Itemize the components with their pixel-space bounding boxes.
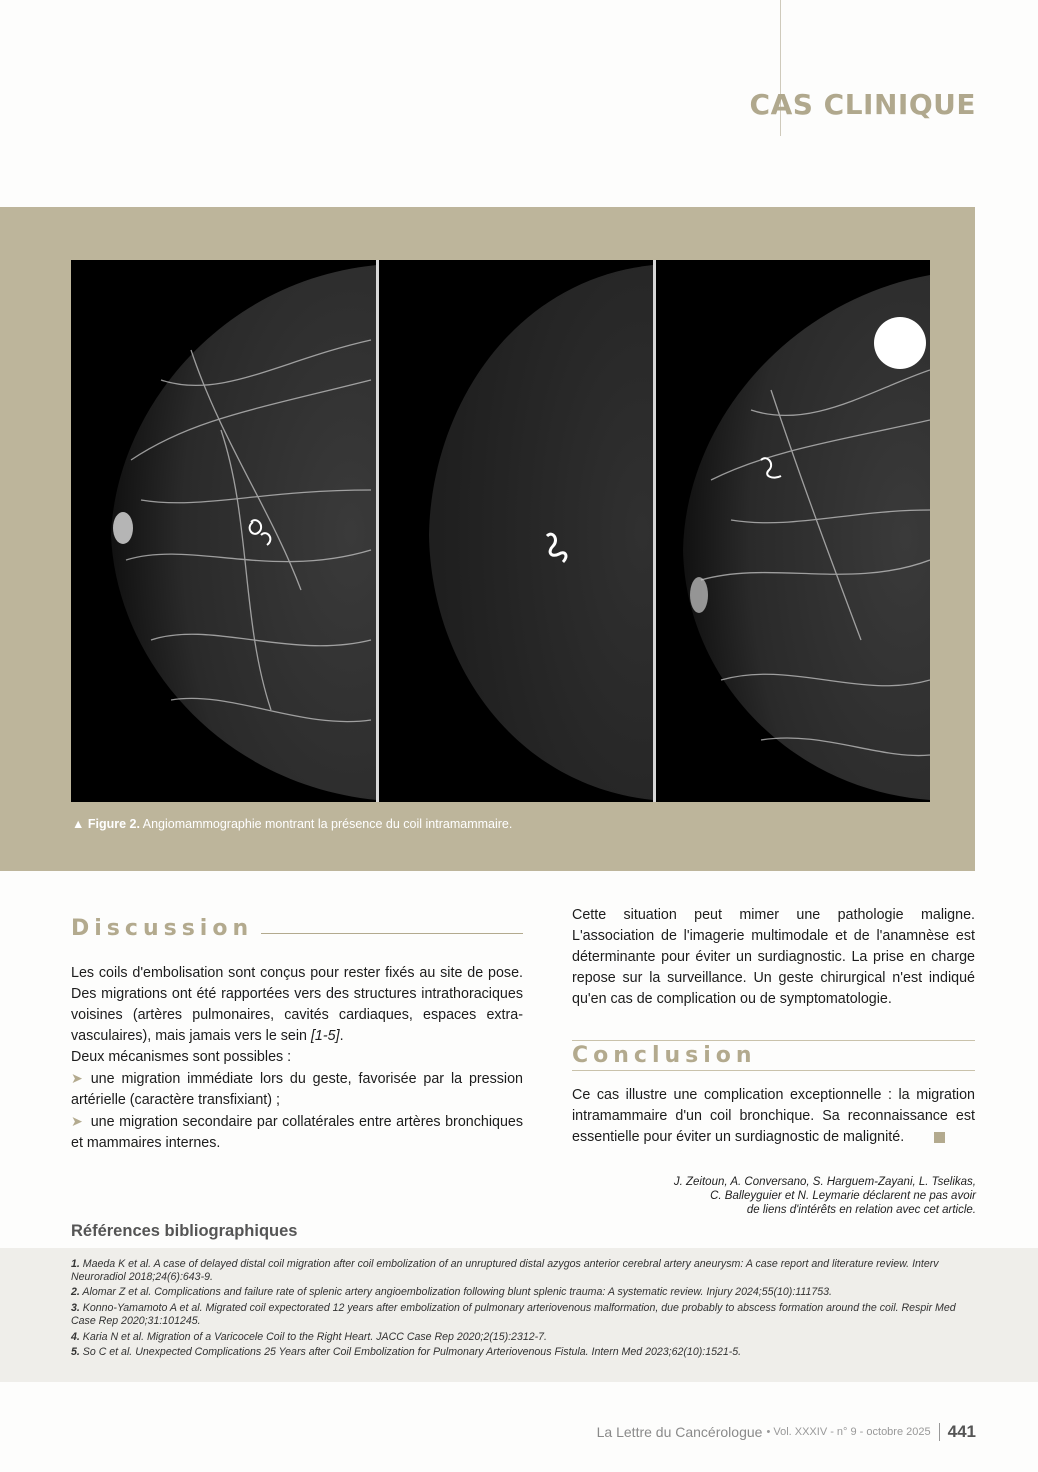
disclosure-line: C. Balleyguier et N. Leymarie déclarent ne pas avoir [710,1190,976,1202]
bullet-text: une migration immédiate lors du geste, favorisée par la pression artérielle (caractère transfixiant) ; [71,1071,523,1108]
reference-number: 4. [71,1330,80,1343]
journal-volume: • Vol. XXXIV - n° 9 - octobre 2025 [766,1426,931,1438]
end-mark-icon [934,1132,945,1143]
mechanisms-intro: Deux mécanismes sont possibles : [71,1049,292,1065]
reference-item [71,1346,976,1359]
conclusion-text: Ce cas illustre une complication exceptionnelle : la migration intramammaire d'un coil bronchique. Sa reconnaissance est essentielle pour éviter un surdiagnostic de malignité. [572,1087,975,1145]
bullet-item [71,1111,523,1154]
reference-item [71,1302,976,1327]
bullet-text: une migration secondaire par collatérales entre artères bronchiques et mammaires internes. [71,1114,523,1151]
arrow-bullet-icon: ➤ [71,1070,83,1086]
figure-caption-label: ▲ Figure 2. [72,817,140,831]
figure-caption-text: Angiomammographie montrant la présence du coil intramammaire. [139,817,513,831]
discussion-text: Les coils d'embolisation sont conçus pour rester fixés au site de pose. Des migrations ont été rapportées vers des structures intrathoraciques voisines (artères pulmonaires, cavités cardiaques, espaces extra-vasculaires), mais jamais vers le sein [71,965,523,1044]
heading-rule [261,933,523,934]
conclusion-heading-block [572,1040,975,1071]
mammography-image [71,260,930,802]
section-label: CAS CLINIQUE [749,88,976,121]
bullet-item [71,1068,523,1111]
conflict-disclosure [556,1175,976,1217]
figure-panel [0,207,975,871]
references-title: Références bibliographiques [71,1222,298,1240]
discussion-text-end: . [339,1028,344,1044]
reference-item [71,1331,976,1344]
reference-number: 2. [71,1286,80,1299]
reference-number: 5. [71,1346,80,1359]
reference-number: 3. [71,1302,80,1315]
page-number: 441 [947,1422,976,1441]
discussion-column [71,918,523,1154]
discussion-paragraph [71,963,523,1047]
disclosure-line: de liens d'intérêts en relation avec cet article. [746,1204,976,1216]
reference-item [71,1286,976,1299]
reference-text: Maeda K et al. A case of delayed distal coil migration after coil embolization of an unruptured distal azygos anterior cerebral artery aneurysm: A case report and literature review. Interv Neuroradiol 2018;24(6):643-9. [71,1258,939,1283]
situation-paragraph: Cette situation peut mimer une pathologie maligne. L'association de l'imagerie multimodale et de l'anamnèse est déterminante pour éviter un surdiagnostic. La prise en charge repose sur la surveillance. Un geste chirurgical n'est indiqué qu'en cas de complication ou de symptomatologie. [572,907,975,1007]
reference-text: So C et al. Unexpected Complications 25 Years after Coil Embolization for Pulmonary Arteriovenous Fistula. Intern Med 2023;62(10):1521-5. [79,1346,742,1359]
citation: [1-5] [310,1028,340,1044]
reference-number: 1. [71,1258,80,1270]
discussion-heading [71,918,523,939]
reference-text: Alomar Z et al. Complications and failure rate of splenic artery angioembolization following blunt splenic trauma: A systematic review. Injury 2024;55(10):111753. [79,1286,832,1299]
discussion-heading-text: Discussion [71,916,254,941]
conclusion-heading-text: Conclusion [572,1043,757,1068]
reference-text: Karia N et al. Migration of a Varicocele Coil to the Right Heart. JACC Case Rep 2020;2(15):2312-7. [79,1330,547,1343]
arrow-bullet-icon: ➤ [71,1113,83,1129]
conclusion-paragraph [572,1085,975,1148]
right-column [572,905,975,1148]
footer-divider [939,1423,940,1441]
figure-caption [72,817,512,831]
journal-name: La Lettre du Cancérologue [596,1424,763,1440]
conclusion-heading [572,1045,975,1066]
reference-item [71,1258,976,1283]
references-panel [0,1248,1038,1382]
disclosure-line: J. Zeitoun, A. Conversano, S. Harguem-Zayani, L. Tselikas, [673,1176,976,1188]
references-list [71,1258,976,1362]
reference-text: Konno-Yamamoto A et al. Migrated coil expectorated 12 years after embolization of pulmonary arteriovenous malformation, due probably to abscess formation around the coil. Respir Med Case Rep 2020;31:101245. [71,1302,956,1327]
page-footer [597,1422,976,1442]
mammography-figure [71,260,930,802]
